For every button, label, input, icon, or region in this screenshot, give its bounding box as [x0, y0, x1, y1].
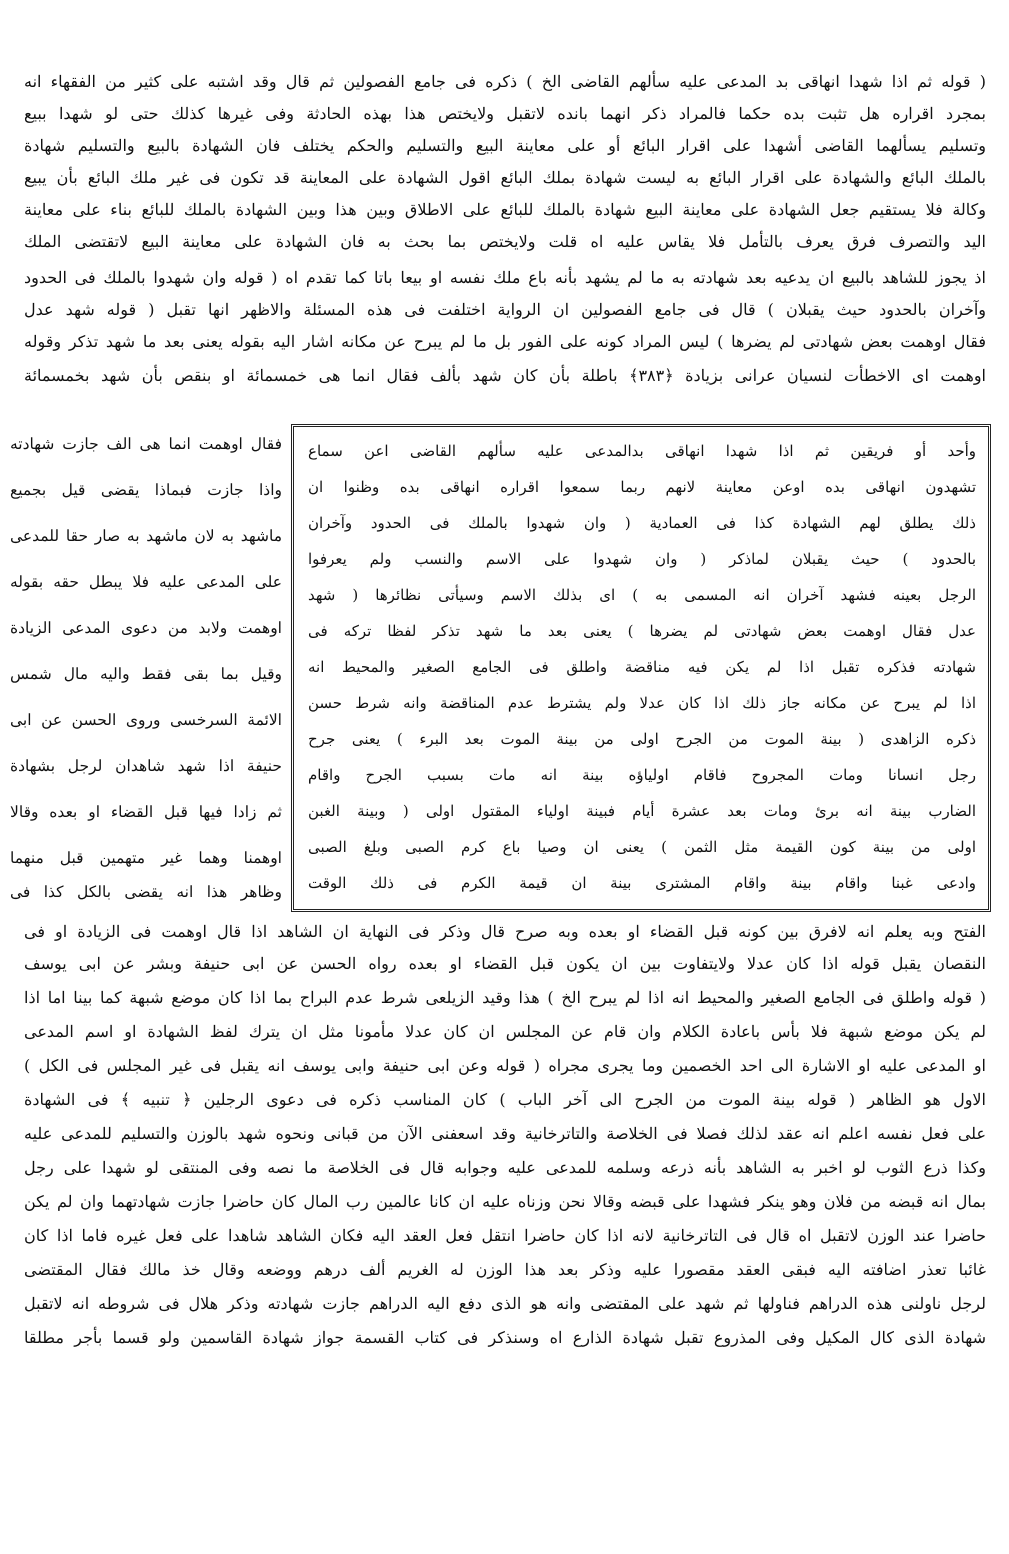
- text-line: ماشهد به لان ماشهد به صار حقا للمدعى: [10, 527, 282, 545]
- text-line: اوهمت ولابد من دعوى المدعى الزيادة: [10, 619, 282, 637]
- text-line: حاضرا عند الوزن لاتقبل اه قال فى التاترخانية لانه اذا كان حاضرا انتقل فعل العقد اليه فكان الشاهد شاهدا على فعل غيره فاما اذا كان: [24, 1226, 986, 1245]
- text-line: واذا جازت فبماذا يقضى قيل بجميع: [10, 481, 282, 499]
- text-line: عدل فقال اوهمت بعض شهادتى لم يضرها ) يعنى بعد ما شهد تذكر لفظا تركه فى: [308, 622, 976, 640]
- text-line: وكالة فلا يستقيم جعل الشهادة على معاينة البيع شهادة بالملك للبائع على الاطلاق وبين هذا وبين الشهادة بالملك للبائع بناء على معاينة: [24, 200, 986, 219]
- text-line: اذا لم يبرح عن مكانه جاز ذلك اذا كان عدلا ولم يشترط عدم المناقضة وانه شرط حسن: [308, 694, 976, 712]
- text-line: ثم زادا فيها قبل القضاء او بعده وقالا: [10, 803, 282, 821]
- text-line: وظاهر هذا انه يقضى بالكل كذا فى: [10, 883, 282, 901]
- main-text-frame: [291, 424, 991, 912]
- text-line: بالحدود ) حيث يقبلان لماذكر ( وان شهدوا على الاسم والنسب ولم يعرفوا: [308, 550, 976, 568]
- text-line: على فعل نفسه اعلم انه عقد لذلك فصلا فى الخلاصة والتاترخانية وقد اسعفنى الآن من قبانى ونحوه شهد بالوزن والتسليم للمدعى عليه: [24, 1124, 986, 1143]
- text-line: ذلك يطلق لهم الشهادة كذا فى العمادية ( وان شهدوا بالملك فى الحدود وآخران: [308, 514, 976, 532]
- text-line: وادعى غبنا واقام بينة واقام المشترى بينة ان قيمة الكرم فى ذلك الوقت: [308, 874, 976, 892]
- text-line: الرجل بعينه فشهد آخران انه المسمى به ) اى بذلك الاسم وسيأتى نظائرها ( شهد: [308, 586, 976, 604]
- text-line: وآخران بالحدود حيث يقبلان ) قال فى جامع الفصولين ان الرواية اختلفت فى هذه المسئلة والاظهر انها تقبل ( قوله شهد عدل: [24, 300, 986, 319]
- text-line: اوهمت اى الاخطأت لنسيان عرانى بزيادة ﴿٣٨٣﴾ باطلة بأن كان شهد بألف فقال انما هى خمسمائة او بنقص بأن شهد بخمسمائة: [24, 366, 986, 385]
- text-line: الاول هو الظاهر ( قوله بينة الموت من الجرح الى آخر الباب ) كان المناسب ذكره فى دعوى الرجلين ﴿ تنبيه ﴾ فى الشهادة: [24, 1090, 986, 1109]
- text-line: تشهدون انهاقى بده اوعن معاينة لانهم ربما سمعوا اقراره انهاقى بده وظنوا ان: [308, 478, 976, 496]
- text-line: ذكره الزاهدى ( بينة الموت من الجرح اولى من بينة الموت بعد البرء ) يعنى جرح: [308, 730, 976, 748]
- text-line: ( قوله ثم اذا شهدا انهاقى بد المدعى عليه سألهم القاضى الخ ) ذكره فى جامع الفصولين ثم قال وقد اشتبه على كثير من الفقهاء انه: [24, 72, 986, 91]
- text-line: اوهمنا وهما غير متهمين قبل منهما: [10, 849, 282, 867]
- text-line: وأحد أو فريقين ثم اذا شهدا انهاقى بدالمدعى عليه سألهم القاضى اعن سماع: [308, 442, 976, 460]
- text-line: وكذا ذرع الثوب لو اخبر به الشاهد بأنه ذرعه وسلمه للمدعى عليه وجوابه قال فى الخلاصة ما نصه وفى المنتقى لو شهدا على رجل: [24, 1158, 986, 1177]
- text-line: شهادته فذكره تقبل اذا لم يكن فيه مناقضة واطلق فى الجامع الصغير والمحيط انه: [308, 658, 976, 676]
- text-line: بمجرد اقراره هل تثبت بده حكما فالمراد ذكر انهما بانده لاتقبل ولايختص هذا بهذه الحادثة وفى غيرها كذلك حتى لو شهدا ببيع: [24, 104, 986, 123]
- text-line: وقيل بما بقى فقط واليه مال شمس: [10, 665, 282, 683]
- text-line: اذ يجوز للشاهد بالبيع ان يدعيه بعد شهادته به ما لم يشهد بأنه باع ملك نفسه او بيعا باتا كما تقدم اه ( قوله وان شهدوا بالملك فى الحدود: [24, 268, 986, 287]
- text-line: اولى من بينة كون القيمة مثل الثمن ) يعنى ان وصيا باع كرم الصبى وبلغ الصبى: [308, 838, 976, 856]
- text-line: الائمة السرخسى وروى الحسن عن ابى: [10, 711, 282, 729]
- text-line: على المدعى عليه فلا يبطل حقه بقوله: [10, 573, 282, 591]
- text-line: بمال انه قبضه من فلان وهو ينكر فشهدا على قبضه وقالا نحن وزناه عليه ان كانا عالمين رب المال كان حاضرا جازت شهادتهما وان لم يكن: [24, 1192, 986, 1211]
- text-line: فقال اوهمت انما هى الف جازت شهادته: [10, 435, 282, 453]
- text-line: لرجل ناولنى هذه الدراهم فناولها ثم شهد على المقتضى وانه هو الذى دفع اليه الدراهم جازت شهادته وذكر هلال فى شروطه انه لاتقبل: [24, 1294, 986, 1313]
- text-line: لم يكن موضع شبهة فلا بأس باعادة الكلام وان قام عن المجلس ان كان عدلا مأمونا مثل ان يترك لفظ الشهادة او اسم المدعى: [24, 1022, 986, 1041]
- text-line: اليد والتصرف فرق يعرف بالتأمل فلا يقاس عليه اه قلت ولايختص بما بحث به فان الشهادة على معاينة البيع لاتقتضى الملك: [24, 232, 986, 251]
- text-line: غائبا تعذر اضافته اليه فبقى العقد مقصورا عليه وذكر بعد هذا الوزن له الغريم ألف درهم ووضعه وقال خذ مالك فقال المقتضى: [24, 1260, 986, 1279]
- text-line: الضارب بينة انه برئ ومات بعد عشرة أيام فبينة اولياء المقتول اولى ( وبينة الغبن: [308, 802, 976, 820]
- text-line: وتسليم يسألهما القاضى أشهدا على اقرار البائع أو على معاينة البيع والتسليم والحكم يختلف فان الشهادة بالبيع والتسليم شهادة: [24, 136, 986, 155]
- text-line: رجل انسانا ومات المجروح فاقام اولياؤه بينة انه مات بسبب الجرح واقام: [308, 766, 976, 784]
- text-line: النقصان يقبل قوله اذا كان عدلا ولايتفاوت بين ان يكون قبل القضاء او بعده رواه الحسن عن ابى حنيفة وبشر عن ابى يوسف: [24, 954, 986, 973]
- text-line: حنيفة اذا شهد شاهدان لرجل بشهادة: [10, 757, 282, 775]
- text-line: او المدعى عليه او الاشارة الى احد الخصمين وما يجرى مجراه ( قوله وعن ابى حنيفة وابى يوسف انه يقبل فى غير المجلس فى الكل ): [24, 1056, 986, 1075]
- text-line: ( قوله واطلق فى الجامع الصغير والمحيط انه اذا لم يبرح الخ ) هذا وقيد الزيلعى شرط عدم البراح بما اذا كان موضع شبهة كما بينا اما اذا: [24, 988, 986, 1007]
- text-line: بالملك البائع والشهادة على اقرار البائع به ليست شهادة بملك البائع اقول الشهادة على المعاينة قد تكون فى غير ملك البائع بأن يبيع: [24, 168, 986, 187]
- text-line: فقال اوهمت بعض شهادتى لم يضرها ) ليس المراد كونه على الفور بل ما لم يبرح عن مكانه اشار اليه بقوله يعنى بعد ما شهد تذكر وقوله: [24, 332, 986, 351]
- text-line: الفتح وبه يعلم انه لافرق بين كونه قبل القضاء او بعده وبه صرح قال وذكر فى النهاية ان الشاهد اذا قال اوهمت فى الزيادة او فى: [24, 922, 986, 941]
- text-line: شهادة الذى كال المكيل وفى المذروع تقبل شهادة الذارع اه وسنذكر فى كتاب القسمة جواز شهادة القاسمين ولو قسما بأجر مطلقا: [24, 1328, 986, 1347]
